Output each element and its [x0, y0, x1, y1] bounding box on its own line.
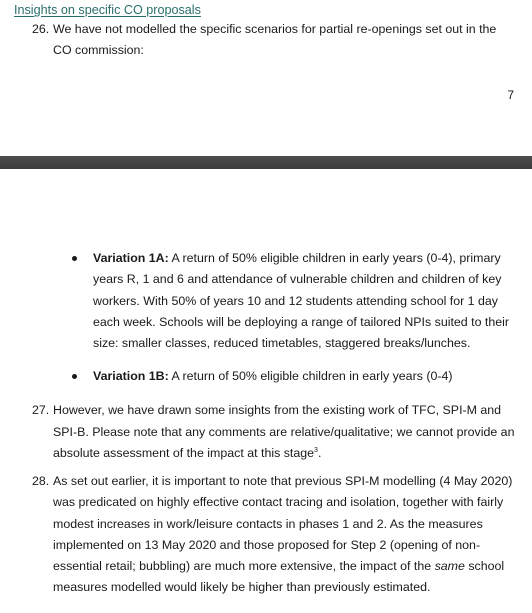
bullet-variation-1b	[72, 366, 512, 387]
paragraph-text: As set out earlier, it is important to note that previous SPI-M modelling (4 May 2020) was predicated on highly effective contact tracing and isolation, together with fairly modest increases in work/leisure contacts in phases 1 and 2. As the measures implemented on 13 May 2020 and those proposed for Step 2 (opening of non-essential retail; bubbling) are much more extensive, the impact of the	[53, 474, 513, 574]
bullet-variation-1a	[72, 248, 512, 354]
paragraph-28	[32, 471, 520, 599]
page-number: 7	[507, 88, 514, 102]
paragraph-text: However, we have drawn some insights from the existing work of TFC, SPI-M and SPI-B. Please note that any comments are relative/qualitative; we cannot provide an absolute assessment of the impact at this stage	[53, 403, 515, 460]
paragraph-end: .	[317, 446, 322, 460]
page-upper	[0, 0, 532, 156]
bullet-icon	[72, 374, 77, 379]
bullet-label: Variation 1B:	[93, 369, 169, 383]
paragraph-26	[32, 19, 512, 61]
section-heading[interactable]: Insights on specific CO proposals	[14, 3, 201, 17]
page-break-divider	[0, 156, 532, 169]
paragraph-text-end: school measures modelled would likely be higher than previously estimated.	[53, 559, 505, 595]
paragraph-number: 26.	[32, 22, 50, 36]
bullet-text: A return of 50% eligible children in early years (0-4), primary years R, 1 and 6 and attendance of vulnerable children and children of key workers. With 50% of years 10 and 12 students attending school for 1 day each week. Schools will be deploying a range of tailored NPIs suited to their size: smaller classes, reduced timetables, staggered breaks/lunches.	[93, 251, 510, 351]
paragraph-number: 27.	[32, 403, 50, 417]
bullet-text: A return of 50% eligible children in early years (0-4)	[168, 369, 453, 383]
paragraph-number: 28.	[32, 474, 50, 488]
bullet-label: Variation 1A:	[93, 251, 169, 265]
emphasis-text: same	[434, 559, 465, 574]
bullet-icon	[72, 256, 77, 261]
paragraph-text: We have not modelled the specific scenarios for partial re-openings set out in the CO commission:	[53, 22, 497, 57]
footnote-reference[interactable]: 3	[314, 446, 318, 454]
paragraph-27	[32, 400, 520, 465]
